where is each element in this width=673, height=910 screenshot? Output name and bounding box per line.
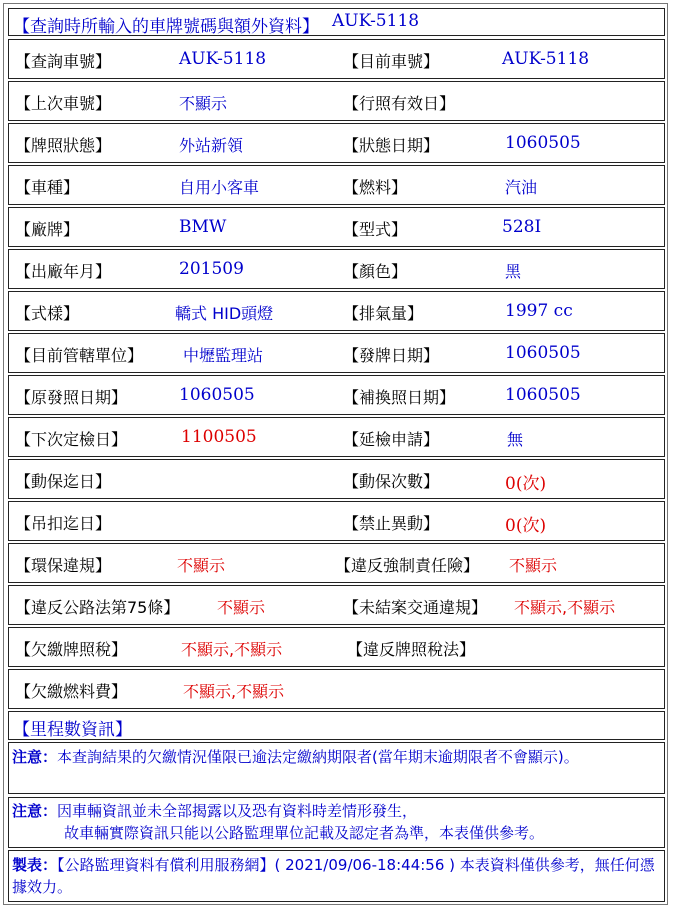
mileage-title: 【里程數資訊】	[13, 720, 132, 740]
row-value: 轎式 HID頭燈	[175, 304, 274, 323]
row-label: 【欠繳燃料費】	[15, 682, 128, 701]
info-row	[8, 249, 665, 289]
note-body: 本查詢結果的欠繳情況僅限已逾法定繳納期限者(當年期末逾期限者不會顯示)。	[57, 748, 579, 766]
row-value: AUK-5118	[502, 49, 590, 69]
note-label: 注意：	[12, 802, 58, 820]
row-value: 1997 cc	[505, 301, 573, 321]
row-label: 【違反公路法第75條】	[15, 598, 180, 617]
row-label: 【燃料】	[343, 178, 408, 197]
info-row	[8, 123, 665, 163]
row-label: 【式樣】	[15, 304, 80, 323]
row-value: 不顯示	[217, 598, 266, 617]
row-label: 【顏色】	[343, 262, 408, 281]
note-body: 因車輛資訊並未全部揭露以及恐有資料時差情形發生，	[57, 802, 418, 820]
info-row	[8, 501, 665, 541]
row-label: 【動保次數】	[343, 472, 440, 491]
row-label: 【禁止異動】	[343, 514, 440, 533]
row-label: 【下次定檢日】	[15, 430, 128, 449]
row-value: 外站新領	[179, 136, 244, 155]
row-label: 【環保違規】	[15, 556, 112, 575]
row-label: 【廠牌】	[15, 220, 80, 239]
row-value: 201509	[179, 259, 244, 279]
row-label: 【原發照日期】	[15, 388, 128, 407]
row-value: 不顯示	[179, 94, 228, 113]
info-row	[8, 375, 665, 415]
row-value: 中壢監理站	[183, 346, 264, 365]
info-row	[8, 543, 665, 583]
row-value: 不顯示	[177, 556, 226, 575]
mileage-row	[8, 711, 665, 740]
row-label: 【欠繳牌照稅】	[15, 640, 128, 659]
header-title: 【查詢時所輸入的車牌號碼與額外資料】	[13, 17, 319, 37]
note-body: 【公路監理資料有償利用服務網】( 2021/09/06-18:44:56 ) 本表資料僅供參考，無任何憑據效力。	[12, 856, 655, 896]
note-box	[8, 742, 665, 794]
row-label: 【違反牌照稅法】	[347, 640, 476, 659]
note-label: 製表：	[12, 856, 58, 874]
row-value: BMW	[179, 217, 227, 237]
info-row	[8, 39, 665, 79]
row-label: 【目前管轄單位】	[15, 346, 144, 365]
row-value: 528I	[502, 217, 542, 237]
note-box	[8, 850, 665, 902]
row-value: 黑	[505, 262, 522, 281]
row-value: 1060505	[505, 343, 581, 363]
note-body: 故車輛實際資訊只能以公路監理單位記載及認定者為準，本表僅供參考。	[64, 824, 545, 842]
note-text	[12, 746, 660, 768]
row-value: 不顯示,不顯示	[514, 598, 616, 617]
row-label: 【型式】	[343, 220, 408, 239]
row-label: 【牌照狀態】	[15, 136, 112, 155]
info-row	[8, 585, 665, 625]
row-value: 不顯示	[509, 556, 558, 575]
note-text	[12, 854, 660, 898]
row-label: 【動保迄日】	[15, 472, 112, 491]
header-plate: AUK-5118	[332, 11, 420, 31]
row-label: 【行照有效日】	[343, 94, 456, 113]
row-value: 汽油	[505, 178, 538, 197]
info-row	[8, 165, 665, 205]
row-label: 【查詢車號】	[15, 52, 112, 71]
row-label: 【出廠年月】	[15, 262, 112, 281]
row-value: 0(次)	[505, 474, 547, 494]
info-row	[8, 669, 665, 709]
row-label: 【狀態日期】	[343, 136, 440, 155]
info-row	[8, 207, 665, 247]
note-text	[12, 800, 660, 844]
info-row	[8, 417, 665, 457]
row-label: 【補換照日期】	[343, 388, 456, 407]
row-label: 【排氣量】	[343, 304, 424, 323]
header-row	[8, 8, 665, 36]
row-label: 【未結案交通違規】	[343, 598, 488, 617]
row-label: 【目前車號】	[343, 52, 440, 71]
info-row	[8, 459, 665, 499]
row-label: 【上次車號】	[15, 94, 112, 113]
note-box	[8, 797, 665, 848]
row-label: 【違反強制責任險】	[335, 556, 480, 575]
row-value: 1060505	[505, 385, 581, 405]
info-row	[8, 333, 665, 373]
row-label: 【吊扣迄日】	[15, 514, 112, 533]
row-label: 【發牌日期】	[343, 346, 440, 365]
info-row	[8, 291, 665, 331]
row-value: 0(次)	[505, 516, 547, 536]
row-value: 無	[507, 430, 524, 449]
row-value: 自用小客車	[179, 178, 260, 197]
row-value: 1100505	[181, 427, 257, 447]
info-row	[8, 627, 665, 667]
note-label: 注意：	[12, 748, 58, 766]
row-value: 不顯示,不顯示	[183, 682, 285, 701]
row-label: 【車種】	[15, 178, 80, 197]
row-label: 【延檢申請】	[343, 430, 440, 449]
row-value: AUK-5118	[179, 49, 267, 69]
info-row	[8, 81, 665, 121]
row-value: 1060505	[505, 133, 581, 153]
row-value: 1060505	[179, 385, 255, 405]
row-value: 不顯示,不顯示	[181, 640, 283, 659]
